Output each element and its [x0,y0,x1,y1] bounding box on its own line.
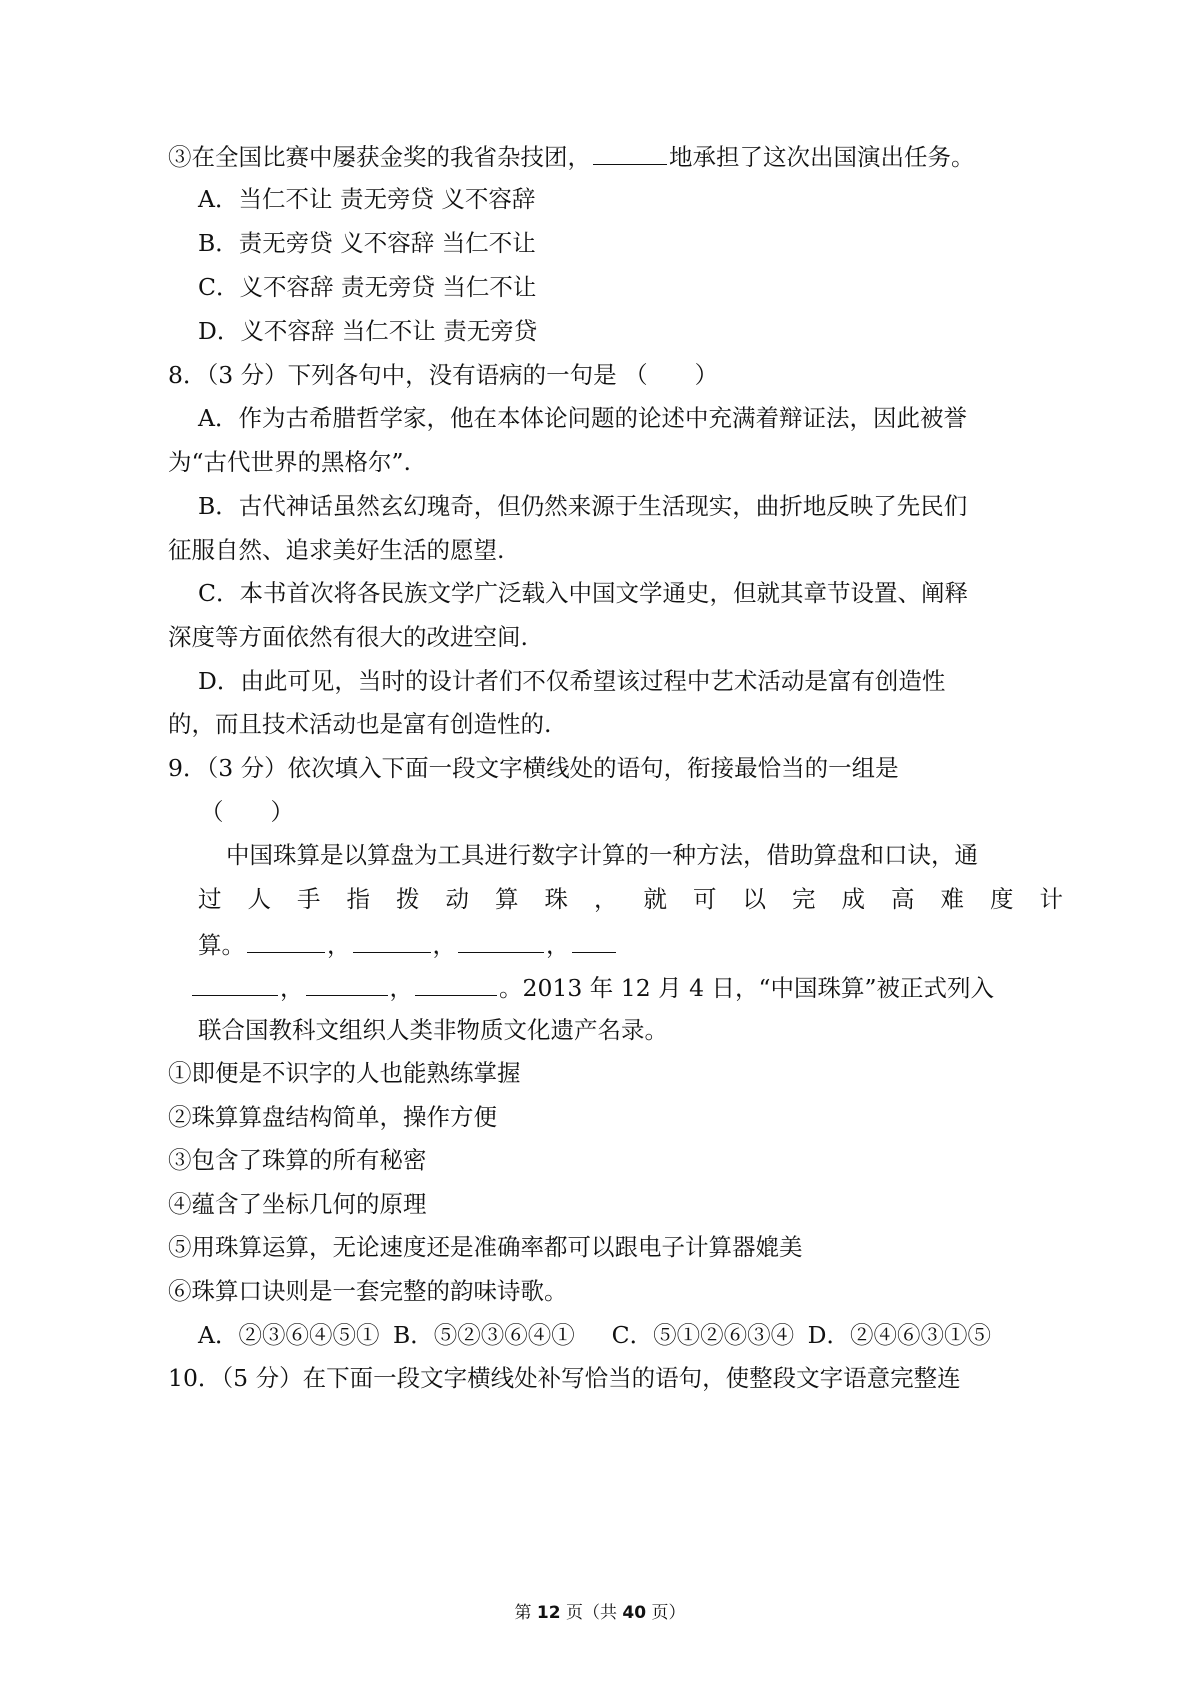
q10-stem: 10．（5 分）在下面一段文字横线处补写恰当的语句，使整段文字语意完整连 [168,1364,961,1392]
q9-item-1: ①即便是不识字的人也能熟练掌握 [168,1059,521,1087]
q9-blank-4-start [572,928,616,953]
q8-option-b-line2: 征服自然、追求美好生活的愿望. [168,536,505,564]
footer-prefix: 第 [514,1603,537,1623]
q7-item3 [168,140,975,172]
q9-comma-2: ， [432,931,456,959]
footer-suffix: 页） [646,1603,686,1623]
q8-option-a-line2: 为“古代世界的黑格尔”. [168,448,411,476]
q9-blank-5 [306,971,388,996]
q8-option-a-line1: A．作为古希腊哲学家，他在本体论问题的论述中充满着辩证法，因此被誉 [198,404,967,432]
q9-passage-line1: 中国珠算是以算盘为工具进行数字计算的一种方法，借助算盘和口诀，通 [226,841,978,869]
footer-middle: 页（共 [560,1603,623,1623]
footer-page-number: 12 [536,1603,561,1623]
q7-item3-blank [593,140,667,165]
q9-passage-line2: 过人手指拨动算珠，就可以完成高难度计 [198,885,1089,913]
q9-blank-2 [353,928,431,953]
q8-option-b-line1: B．古代神话虽然玄幻瑰奇，但仍然来源于生活现实，曲折地反映了先民们 [198,492,968,520]
q9-blank-3 [458,928,544,953]
q9-comma-4: ， [280,974,304,1002]
q8-option-c-line1: C．本书首次将各民族文学广泛载入中国文学通史，但就其章节设置、阐释 [198,579,968,607]
q9-paren: （ ） [200,798,294,826]
page-footer [0,1602,1200,1624]
q9-item-5: ⑤用珠算运算，无论速度还是准确率都可以跟电子计算器媲美 [168,1233,803,1261]
footer-total-pages: 40 [622,1603,647,1623]
q7-item3-pre: ③在全国比赛中屡获金奖的我省杂技团， [168,143,591,171]
q9-passage-line4 [190,971,994,1003]
q9-item-2: ②珠算算盘结构简单，操作方便 [168,1103,497,1131]
q9-passage-line5: 联合国教科文组织人类非物质文化遗产名录。 [198,1016,668,1044]
q9-comma-5: ， [389,974,413,1002]
q9-comma-1: ， [327,931,351,959]
q9-passage-line3 [198,928,618,960]
q9-blank-1 [247,928,325,953]
q9-comma-3: ， [546,931,570,959]
q9-stem: 9．（3 分）依次填入下面一段文字横线处的语句，衔接最恰当的一组是 [168,754,899,782]
q7-option-b: B．责无旁贷 义不容辞 当仁不让 [198,229,536,257]
q9-item-3: ③包含了珠算的所有秘密 [168,1146,427,1174]
q7-option-d: D．义不容辞 当仁不让 责无旁贷 [198,317,538,345]
q9-passage-line4-post: 。2013 年 12 月 4 日，“中国珠算”被正式列入 [499,974,995,1002]
q8-option-d-line2: 的，而且技术活动也是富有创造性的. [168,710,552,738]
q7-option-c: C．义不容辞 责无旁贷 当仁不让 [198,273,537,301]
q9-item-6: ⑥珠算口诀则是一套完整的韵味诗歌。 [168,1277,568,1305]
q8-stem: 8．（3 分）下列各句中，没有语病的一句是 （ ） [168,361,719,389]
q9-options: A．②③⑥④⑤① B．⑤②③⑥④① C．⑤①②⑥③④ D．②④⑥③①⑤ [198,1321,991,1349]
q8-option-c-line2: 深度等方面依然有很大的改进空间. [168,623,528,651]
q7-item3-post: 地承担了这次出国演出任务。 [669,143,975,171]
q8-option-d-line1: D．由此可见，当时的设计者们不仅希望该过程中艺术活动是富有创造性 [198,667,946,695]
q9-blank-4-end [192,971,278,996]
q9-blank-6 [415,971,497,996]
q9-passage-line3-pre: 算。 [198,931,245,959]
q9-item-4: ④蕴含了坐标几何的原理 [168,1190,427,1218]
q7-option-a: A．当仁不让 责无旁贷 义不容辞 [198,185,536,213]
